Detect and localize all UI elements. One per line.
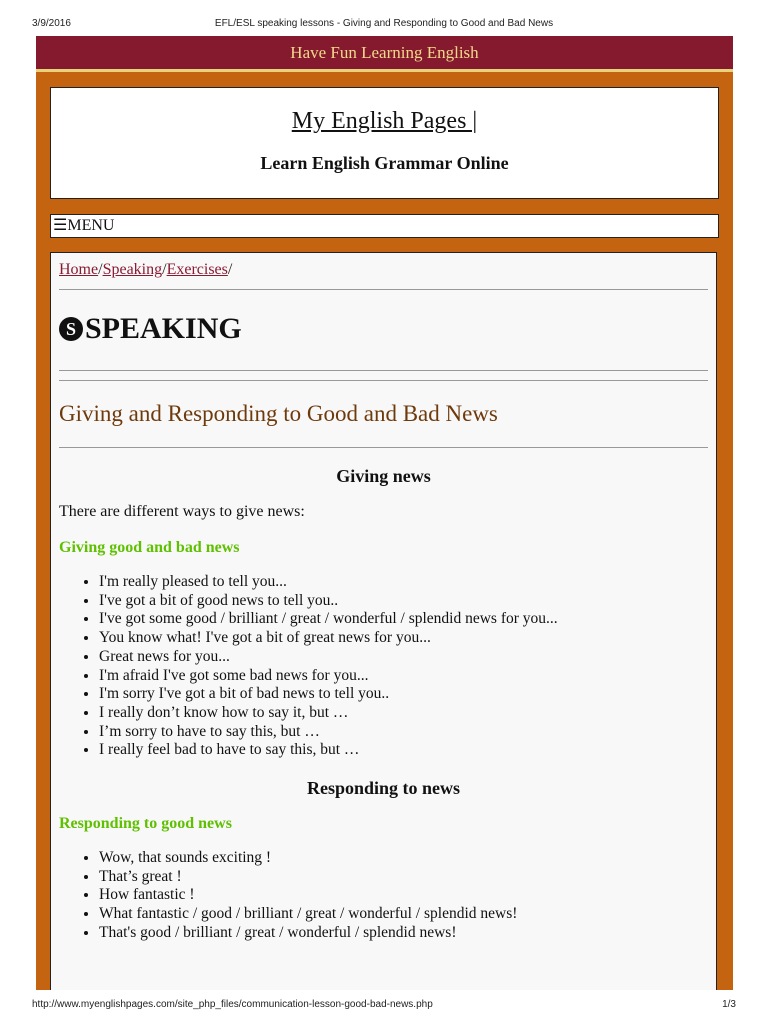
breadcrumb-exercises[interactable]: Exercises (166, 261, 228, 278)
print-header (0, 0, 768, 34)
section-label: SPEAKING (85, 312, 242, 345)
responding-news-list (59, 849, 708, 943)
giving-news-heading: Giving news (336, 466, 431, 486)
divider (59, 289, 708, 290)
hamburger-icon: ☰ (53, 217, 68, 234)
divider (59, 370, 708, 371)
list-item: • I really don’t know how to say it, but … (99, 704, 708, 723)
list-item: • Wow, that sounds exciting ! (99, 849, 708, 868)
menu-label: MENU (67, 217, 115, 234)
site-header (50, 87, 719, 199)
breadcrumb-home[interactable]: Home (59, 261, 99, 278)
responding-good-heading: Responding to good news (59, 815, 232, 833)
site-title-link[interactable]: My English Pages | (291, 108, 478, 134)
main-content (50, 252, 717, 990)
divider (59, 447, 708, 448)
list-item: • What fantastic / good / brilliant / great / wonderful / splendid news! (99, 905, 708, 924)
breadcrumb-speaking[interactable]: Speaking (102, 261, 163, 278)
list-item: • I really feel bad to have to say this, but … (99, 741, 708, 760)
list-item: • I've got a bit of good news to tell you.. (99, 592, 708, 611)
breadcrumb (59, 261, 708, 279)
list-item: • Great news for you... (99, 648, 708, 667)
list-item: • I’m sorry to have to say this, but … (99, 723, 708, 742)
print-date: 3/9/2016 (32, 18, 71, 29)
print-footer (0, 994, 768, 1024)
list-item: • That's good / brilliant / great / wonderful / splendid news! (99, 924, 708, 943)
breadcrumb-separator: / (162, 261, 167, 278)
speaking-s-icon: S (59, 317, 83, 341)
list-item: • I'm really pleased to tell you... (99, 573, 708, 592)
print-title: EFL/ESL speaking lessons - Giving and Responding to Good and Bad News (214, 18, 554, 29)
print-page-number: 1/3 (722, 999, 736, 1010)
list-item: • I'm sorry I've got a bit of bad news to tell you.. (99, 685, 708, 704)
list-item: • How fantastic ! (99, 886, 708, 905)
responding-news-heading: Responding to news (306, 778, 461, 799)
page-frame (36, 36, 733, 990)
divider (59, 380, 708, 381)
list-item: • I've got some good / brilliant / great / wonderful / splendid news for you... (99, 610, 708, 629)
breadcrumb-separator: / (227, 261, 233, 278)
giving-good-bad-heading: Giving good and bad news (59, 539, 240, 556)
print-url: http://www.myenglishpages.com/site_php_files/communication-lesson-good-bad-news.php (32, 999, 433, 1010)
page-heading: Giving and Responding to Good and Bad News (59, 401, 498, 426)
menu-button[interactable] (50, 214, 719, 238)
giving-news-list (59, 573, 708, 760)
giving-news-intro: There are different ways to give news: (59, 503, 305, 520)
top-banner: Have Fun Learning English (36, 36, 733, 72)
breadcrumb-separator: / (98, 261, 103, 278)
list-item: • You know what! I've got a bit of great news for you... (99, 629, 708, 648)
section-heading (59, 312, 708, 346)
list-item: • I'm afraid I've got some bad news for you... (99, 667, 708, 686)
site-tagline: Learn English Grammar Online (260, 153, 509, 173)
list-item: • That’s great ! (99, 868, 708, 887)
